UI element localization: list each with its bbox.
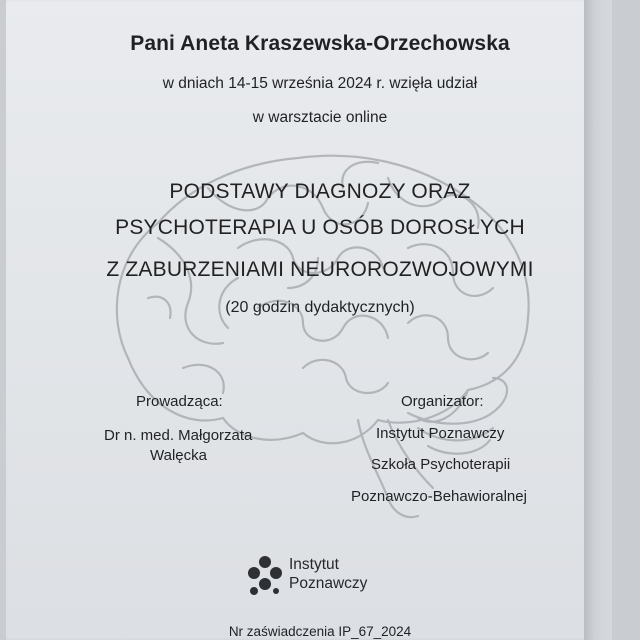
institute-logo — [243, 553, 403, 599]
certificate-number: Nr zaświadczenia IP_67_2024 — [228, 624, 412, 639]
paper-edge-shadow — [584, 0, 612, 640]
institute-logo-icon — [243, 553, 287, 597]
lead-name-line-2: Walęcka — [150, 447, 207, 464]
lead-label: Prowadząca: — [136, 393, 223, 410]
recipient-name: Pani Aneta Kraszewska-Orzechowska — [130, 32, 510, 55]
workshop-mode: w warsztacie online — [252, 109, 388, 126]
organizer-line-1: Instytut Poznawczy — [376, 425, 505, 442]
organizer-line-3: Poznawczo-Behawioralnej — [351, 488, 527, 505]
workshop-title-line-2: PSYCHOTERAPIA U OSÓB DOROSŁYCH — [115, 216, 525, 239]
workshop-title-line-1: PODSTAWY DIAGNOZY ORAZ — [169, 180, 471, 203]
logo-text-line-2: Poznawczy — [289, 575, 368, 592]
organizer-label: Organizator: — [401, 393, 484, 410]
participation-dates: w dniach 14-15 września 2024 r. wzięła udział — [162, 75, 478, 92]
teaching-hours: (20 godzin dydaktycznych) — [225, 299, 415, 316]
lead-name-line-1: Dr n. med. Małgorzata — [104, 427, 253, 444]
workshop-title-line-3: Z ZABURZENIAMI NEUROROZWOJOWYMI — [106, 258, 534, 281]
logo-text-line-1: Instytut — [289, 556, 339, 573]
logo-text — [289, 555, 367, 593]
organizer-line-2: Szkoła Psychoterapii — [371, 456, 511, 473]
